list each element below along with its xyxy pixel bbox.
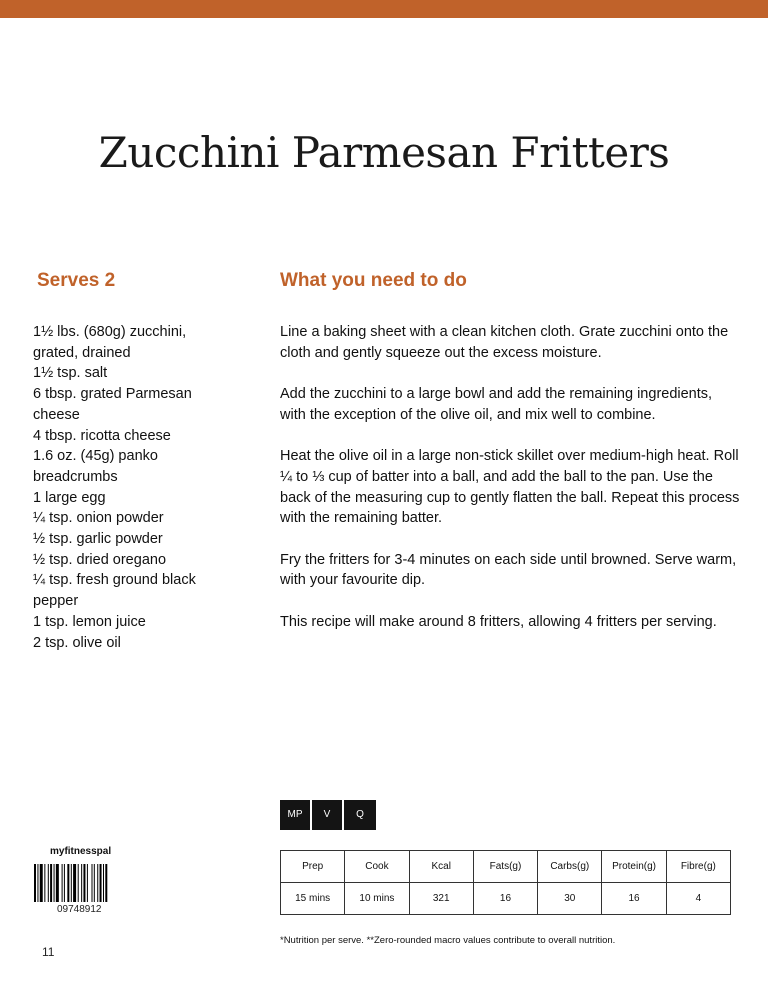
nutrition-footnote: *Nutrition per serve. **Zero-rounded macro values contribute to overall nutrition.	[280, 935, 616, 946]
diet-tag-mp: MP	[280, 800, 310, 830]
barcode-number: 09748912	[57, 904, 102, 915]
recipe-title: Zucchini Parmesan Fritters	[98, 128, 670, 177]
serves-heading: Serves 2	[37, 270, 116, 291]
barcode-brand: myfitnesspal	[50, 846, 112, 857]
ingredient-item: ½ tsp. dried oregano	[33, 551, 167, 568]
method-step: Add the zucchini to a large bowl and add the remaining ingredients, with the exception of the olive oil, and mix well to combine.	[280, 386, 713, 423]
top-accent-bar	[0, 0, 768, 18]
ingredient-item: 2 tsp. olive oil	[33, 634, 121, 651]
nutrition-header-cell: Kcal	[409, 851, 473, 883]
ingredient-item: 4 tbsp. ricotta cheese	[33, 427, 171, 444]
nutrition-header-cell: Protein(g)	[602, 851, 666, 883]
nutrition-header-cell: Fibre(g)	[666, 851, 730, 883]
nutrition-value-cell: 16	[602, 883, 666, 915]
nutrition-value-cell: 30	[538, 883, 602, 915]
ingredient-item: 6 tbsp. grated Parmesan cheese	[33, 386, 192, 423]
method-steps	[280, 322, 740, 653]
page-number: 11	[42, 945, 55, 959]
nutrition-header-cell: Cook	[345, 851, 409, 883]
ingredient-list	[33, 322, 233, 653]
method-step: Heat the olive oil in a large non-stick skillet over medium-high heat. Roll ¼ to ⅓ cup of batter into a ball, and add the ball to the pan. Use the back of the measuring cup to gently flatten the ball. Repeat this process with the remaining batter.	[280, 448, 740, 527]
nutrition-value-cell: 321	[409, 883, 473, 915]
nutrition-value-row	[281, 883, 731, 915]
diet-tags	[280, 800, 376, 830]
ingredient-item: 1 tsp. lemon juice	[33, 613, 146, 630]
nutrition-header-cell: Fats(g)	[473, 851, 537, 883]
ingredient-item: ¼ tsp. fresh ground black pepper	[33, 572, 196, 610]
method-heading: What you need to do	[280, 270, 467, 291]
method-step: Fry the fritters for 3-4 minutes on each side until browned. Serve warm, with your favourite dip.	[280, 551, 737, 589]
nutrition-header-cell: Prep	[281, 851, 345, 883]
nutrition-value-cell: 15 mins	[281, 883, 345, 915]
nutrition-header-row	[281, 851, 731, 883]
ingredient-item: ¼ tsp. onion powder	[33, 510, 164, 527]
barcode-image	[34, 864, 130, 902]
ingredient-item: 1.6 oz. (45g) panko breadcrumbs	[33, 448, 158, 485]
method-step: Line a baking sheet with a clean kitchen cloth. Grate zucchini onto the cloth and gently squeeze out the excess moisture.	[280, 324, 729, 361]
nutrition-value-cell: 16	[473, 883, 537, 915]
ingredient-item: 1½ tsp. salt	[33, 365, 108, 382]
diet-tag-v: V	[312, 800, 342, 830]
ingredient-item: 1 large egg	[33, 489, 106, 506]
ingredient-item: ½ tsp. garlic powder	[33, 531, 163, 548]
nutrition-header-cell: Carbs(g)	[538, 851, 602, 883]
nutrition-value-cell: 4	[666, 883, 730, 915]
diet-tag-q: Q	[344, 800, 376, 830]
nutrition-value-cell: 10 mins	[345, 883, 409, 915]
ingredient-item: 1½ lbs. (680g) zucchini, grated, drained	[33, 324, 187, 361]
method-step: This recipe will make around 8 fritters, allowing 4 fritters per serving.	[280, 613, 717, 630]
nutrition-table	[280, 850, 731, 915]
